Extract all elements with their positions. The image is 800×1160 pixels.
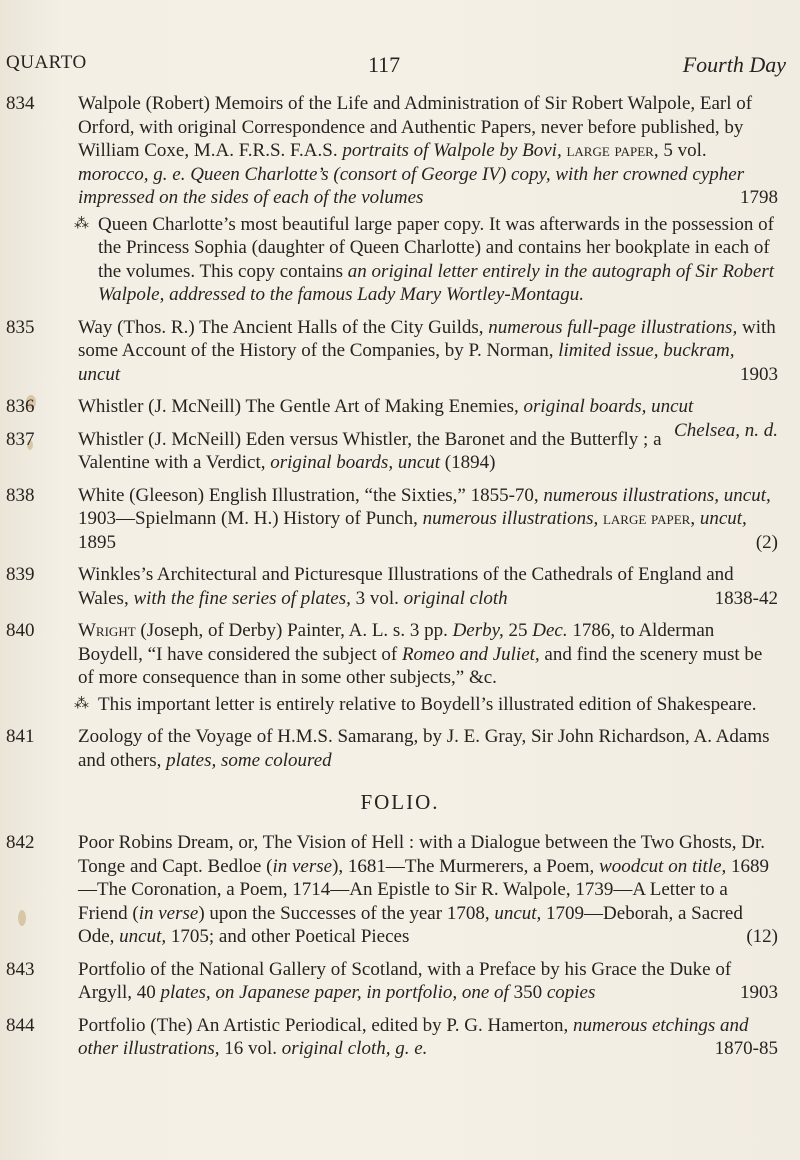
entry-note	[74, 693, 778, 717]
entry-description: Walpole (Robert) Memoirs of the Life and Administration of Sir Robert Walpole, Earl of Orford, with original Correspondence and Authentic Papers, never before published, by William Coxe, M.A. F.R.S. F.A.S. portraits of Walpole by Bovi, large paper, 5 vol. morocco, g. e. Queen Charlotte’s (consort of George IV) copy, with her crowned cypher impressed on the sides of each of the volumes 1798	[78, 93, 778, 208]
running-head	[6, 52, 786, 82]
entry-description: Zoology of the Voyage of H.M.S. Samarang, by J. E. Gray, Sir John Richardson, A. Adams and others, plates, some coloured	[78, 726, 770, 771]
asterism-icon: ⁂	[74, 695, 89, 712]
entry-date: 1903	[740, 363, 778, 385]
entry-note	[74, 213, 778, 307]
entry-description: Way (Thos. R.) The Ancient Halls of the City Guilds, numerous full-page illustrations, with some Account of the History of the Companies, by P. Norman, limited issue, buckram, uncut 1903	[78, 316, 778, 385]
asterism-icon: ⁂	[74, 215, 89, 232]
catalogue-entry	[6, 428, 778, 475]
lot-number: 842	[6, 832, 35, 853]
entry-description: White (Gleeson) English Illustration, “the Sixties,” 1855-70, numerous illustrations, uncut, 1903—Spielmann (M. H.) History of Punch, numerous illustrations, large paper, uncut, 1895 (2)	[78, 484, 778, 553]
page-number: 117	[368, 52, 401, 77]
entry-description: Whistler (J. McNeill) Eden versus Whistler, the Baronet and the Butterfly ; a Valentine with a Verdict, original boards, uncut (1894)	[78, 428, 662, 473]
entry-date: 1838-42	[714, 587, 778, 609]
lot-number: 835	[6, 316, 35, 338]
catalogue-entry	[6, 92, 778, 210]
quarto-entries	[0, 92, 800, 772]
note-text: This important letter is entirely relative to Boydell’s illustrated edition of Shakespeare.	[98, 693, 757, 715]
running-head-day: Fourth Day	[682, 52, 786, 77]
entry-description: Whistler (J. McNeill) The Gentle Art of Making Enemies, original boards, uncut Chelsea, n. d.	[78, 396, 778, 441]
folio-entries	[0, 831, 800, 1061]
lot-number: 843	[6, 958, 35, 980]
entry-description: Wright (Joseph, of Derby) Painter, A. L. s. 3 pp. Derby, 25 Dec. 1786, to Alderman Boydell, “I have considered the subject of Romeo and Juliet, and find the scenery must be of more consequence than in some other subjects,” &c.	[78, 620, 763, 688]
entry-description: Portfolio (The) An Artistic Periodical, edited by P. G. Hamerton, numerous etchings and other illustrations, 16 vol. original cloth, g. e. 1870-85	[78, 1014, 778, 1059]
catalogue-entry	[6, 958, 778, 1005]
catalogue-entry	[6, 316, 778, 387]
lot-number: 844	[6, 1014, 35, 1036]
entry-date: (12)	[746, 926, 778, 947]
catalogue-entry	[6, 484, 778, 555]
catalogue-entry	[6, 831, 778, 949]
section-heading-folio: FOLIO.	[360, 790, 440, 814]
lot-number: 834	[6, 93, 35, 114]
catalogue-entries	[0, 92, 800, 1070]
entry-date: 1903	[740, 982, 778, 1003]
lot-number: 837	[6, 428, 35, 450]
running-head-format: QUARTO	[6, 52, 87, 73]
entry-description: Winkles’s Architectural and Picturesque Illustrations of the Cathedrals of England and Wales, with the fine series of plates, 3 vol. original cloth 1838-42	[78, 564, 778, 609]
catalogue-entry	[6, 619, 778, 690]
catalogue-entry	[6, 563, 778, 610]
entry-date: Chelsea, n. d.	[674, 419, 778, 441]
catalogue-entry	[6, 1014, 778, 1061]
lot-number: 839	[6, 564, 35, 585]
note-text: Queen Charlotte’s most beautiful large paper copy. It was afterwards in the possession of the Princess Sophia (daughter of Queen Charlotte) and contains her bookplate in each of the volumes. This copy contains an original letter entirely in the autograph of Sir Robert Walpole, addressed to the famous Lady Mary Wortley-Montagu.	[98, 213, 775, 305]
lot-number: 840	[6, 620, 35, 641]
entry-date: (2)	[755, 531, 778, 553]
entry-date: 1870-85	[714, 1038, 778, 1059]
lot-number: 838	[6, 484, 35, 506]
lot-number: 836	[6, 396, 35, 417]
entry-description: Portfolio of the National Gallery of Scotland, with a Preface by his Grace the Duke of Argyll, 40 plates, on Japanese paper, in portfolio, one of 350 copies 1903	[78, 958, 778, 1003]
entry-date: 1798	[740, 187, 778, 208]
catalogue-entry	[6, 725, 778, 772]
lot-number: 841	[6, 726, 35, 747]
entry-description: Poor Robins Dream, or, The Vision of Hell : with a Dialogue between the Two Ghosts, Dr. Tonge and Capt. Bedloe (in verse), 1681—The Murmerers, a Poem, woodcut on title, 1689—The Coronation, a Poem, 1714—An Epistle to Sir R. Walpole, 1739—A Letter to a Friend (in verse) upon the Successes of the year 1708, uncut, 1709—Deborah, a Sacred Ode, uncut, 1705; and other Poetical Pieces (12)	[78, 832, 778, 947]
